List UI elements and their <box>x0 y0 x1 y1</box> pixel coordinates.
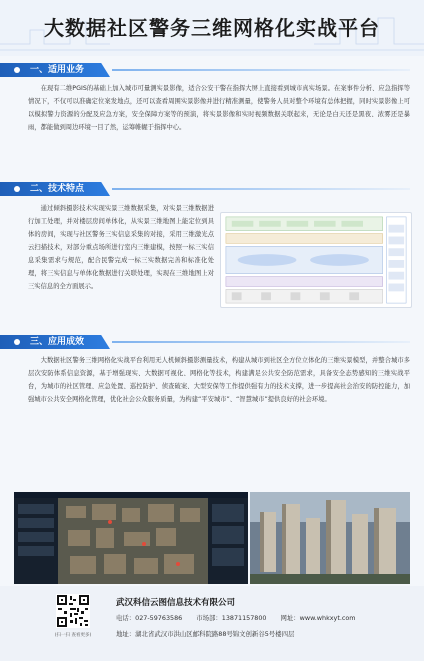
bullet-icon <box>14 339 20 345</box>
mobile-number: 13871157800 <box>221 614 267 622</box>
platform-screenshot-aerial <box>14 492 248 584</box>
section-title: 一、适用业务 <box>30 65 85 75</box>
website-label: 网址： <box>280 614 300 622</box>
address-label: 地址： <box>116 630 136 638</box>
section-header-applicable-business <box>0 63 424 77</box>
contact-line <box>116 613 356 622</box>
qr-caption: (扫一扫 查看更多) <box>54 633 92 638</box>
architecture-diagram <box>220 212 412 308</box>
mobile-label: 市场部： <box>196 614 222 622</box>
section-body: 通过倾斜摄影技术实现实景三维数据采集，对实景三维数据进行加工处理，并对楼层房间单体化，从实景三维地图上能定位到具体的房间，实现与社区警务三实信息采集的对接，采用三维激光点云扫描技术，对部分重点场所进行室内三维建模，按照一标三实信息采集需求与规范，配合民警完成一标三实数据完善和标准化处理，将三实信息与单体化数据进行关联处理，实现在三维地图上对三实信息的全方面展示。 <box>28 205 214 290</box>
address-line <box>116 629 294 638</box>
section-body: 大数据社区警务三维网格化实战平台利用无人机倾斜摄影测量技术，构建从城市到社区全方位立体化的三维实景模型，并整合城市多层次安防体系信息资源，基于增强现实、大数据可视化、网格化等技术，构建满足公共安全防范需求，具备安全态势感知的三维实战平台，为城市的社区管理、应急处置、巡控防护、侦查破案、大型安保等工作提供强有力的技术支撑，进一步提高社会治安的防控能力，加强城市公共安全网格化管理，优化社会公众服务质量，为构建“平安城市”、“智慧城市”提供良好的社会环境。 <box>28 357 410 403</box>
section-header-tech-features <box>0 182 424 196</box>
section-body: 在现有二维PGIS的基础上加入城市可量测实景影像，适合公安干警在指挥大屏上直接看到城市真实场景。在案事件分析、应急指挥等情况下，不仅可以准确定位案发地点，还可以查看周围实景影像并进行精准测量，使警务人员对整个环境有总体把握，同时实景影像上可以模拟警力资源的分配及应急方案，安全保障方案等的预演，将实景影像和实时视频数据关联起来，无论是白天还是黑夜、浓雾还是暴雨，都能做到周边环境一目了然，运筹帷幄于指挥中心。 <box>28 85 410 131</box>
website-link[interactable]: www.whkxyt.com <box>299 614 356 622</box>
platform-screenshot-3d-city <box>250 492 410 584</box>
address-text: 湖北省武汉市洪山区邮科院路88号锦文创新谷5号楼四层 <box>135 630 295 638</box>
page-title: 大数据社区警务三维网格化实战平台 <box>44 16 380 40</box>
section-title: 三、应用成效 <box>30 337 85 347</box>
footer <box>0 586 424 661</box>
section-title: 二、技术特点 <box>30 184 85 194</box>
phone-number: 027-59763586 <box>135 614 183 622</box>
section-header-application-results <box>0 335 424 349</box>
qr-code-icon <box>56 594 90 628</box>
platform-screenshots <box>14 492 410 584</box>
bullet-icon <box>14 186 20 192</box>
bullet-icon <box>14 67 20 73</box>
company-name: 武汉科信云图信息技术有限公司 <box>116 598 236 608</box>
phone-label: 电话： <box>116 614 136 622</box>
